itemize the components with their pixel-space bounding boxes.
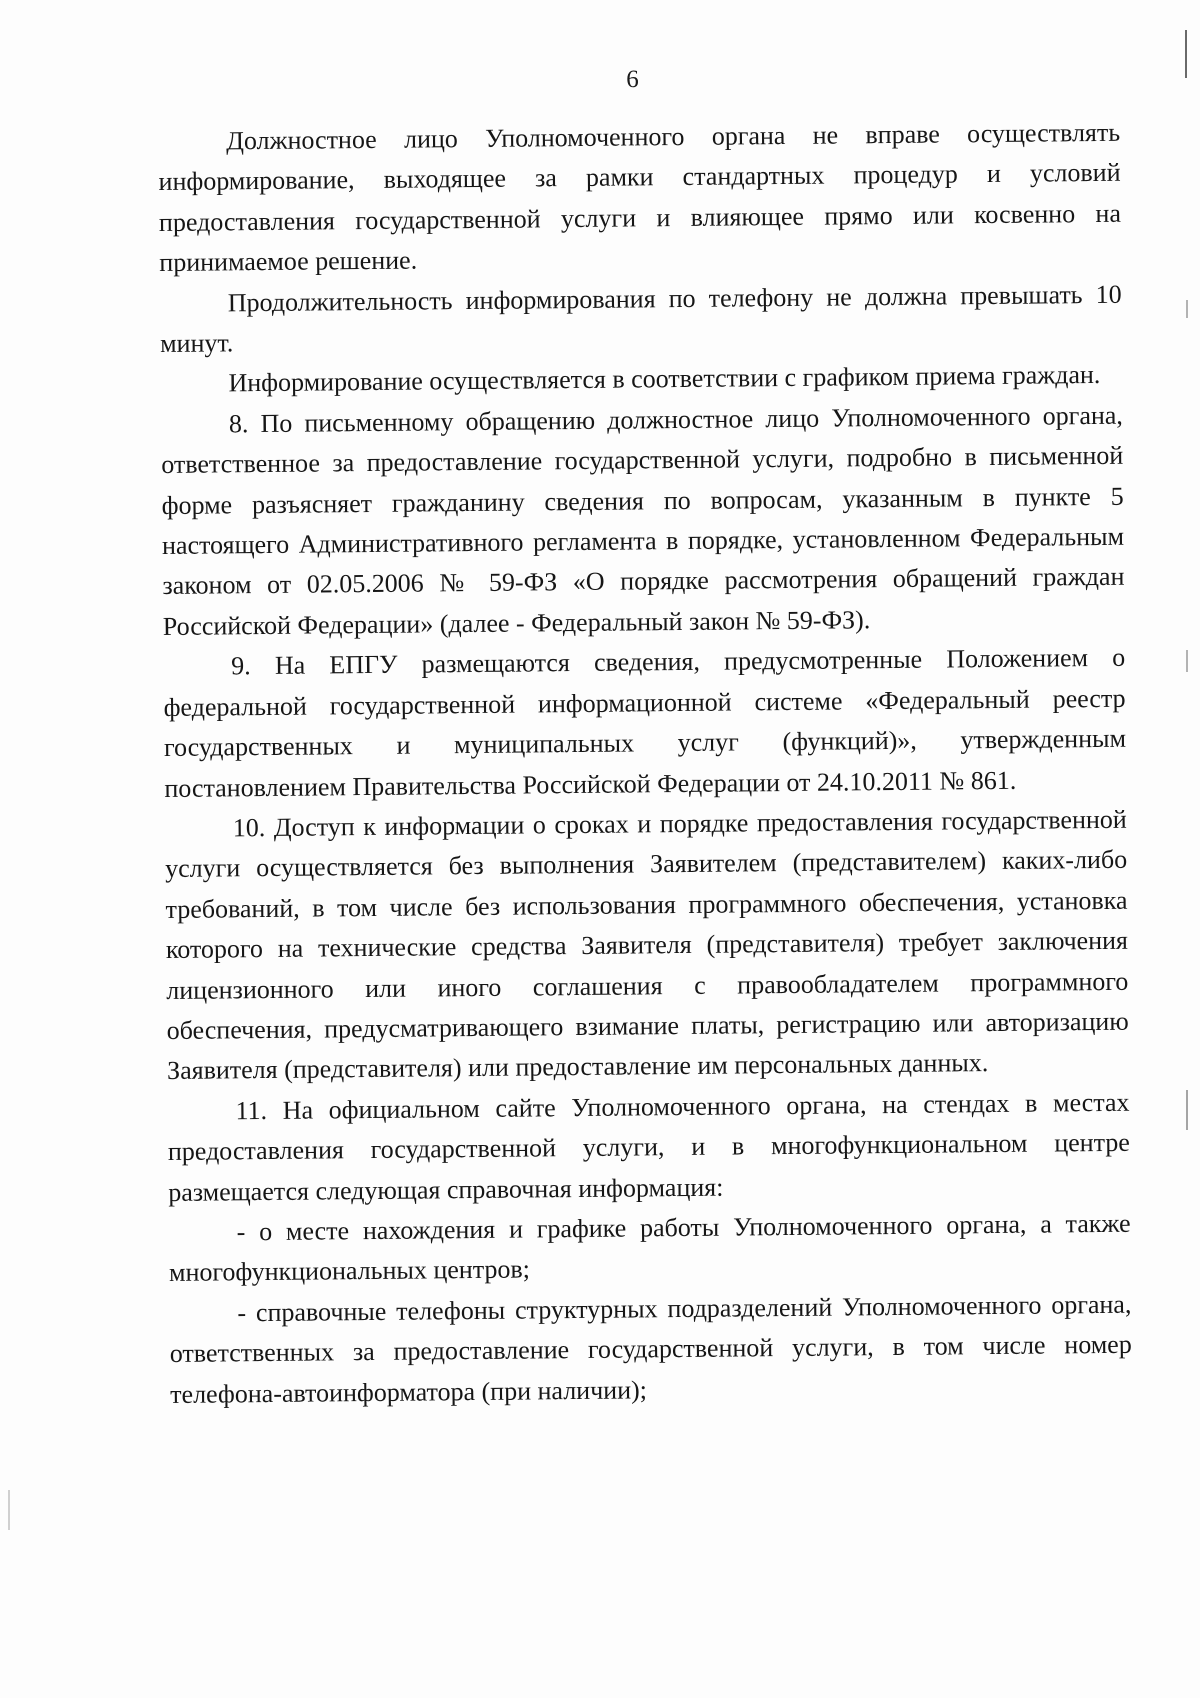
paragraph-item-11: 11. На официальном сайте Уполномоченного органа, на стендах в местах предоставления государственной услуги, и в многофункциональном центре размещается следующая справочная информация: xyxy=(167,1087,1130,1207)
scan-mark xyxy=(1186,1090,1188,1130)
scan-mark xyxy=(8,1490,10,1530)
scan-mark xyxy=(1185,30,1187,78)
list-item-phones: - справочные телефоны структурных подразделений Уполномоченного органа, ответственных за предоставление государственной услуги, в том числе номер телефона-автоинформатора (при наличии); xyxy=(169,1289,1132,1409)
list-item-location: - о месте нахождения и графике работы Уполномоченного органа, а также многофункциональных центров; xyxy=(168,1208,1131,1288)
scan-mark xyxy=(1186,650,1188,672)
paragraph-item-8: 8. По письменному обращению должностное лицо Уполномоченного органа, ответственное за предоставление государственной услуги, подробно в письменной форме разъясняет гражданину сведения по вопросам, указанным в пункте 5 настоящего Административного регламента в порядке, установленном Федеральным законом от 02.05.2006 № 59-ФЗ «О порядке рассмотрения обращений граждан Российской Федерации» (далее - Федеральный закон № 59-ФЗ). xyxy=(161,400,1125,641)
scan-mark xyxy=(1186,300,1188,318)
page-number: 6 xyxy=(626,66,639,93)
paragraph-informing-limits: Должностное лицо Уполномоченного органа не вправе осуществлять информирование, выходящее за рамки стандартных процедур и условий предоставления государственной услуги и влияющее прямо или косвенно на принимаемое решение. xyxy=(158,117,1122,278)
paragraph-item-9: 9. На ЕПГУ размещаются сведения, предусмотренные Положением о федеральной государственной информационной системе «Федеральный реестр государственных и муниципальных услуг (функций)», утвержденным постановлением Правительства Российской Федерации от 24.10.2011 № 861. xyxy=(163,643,1127,803)
paragraph-schedule: Информирование осуществляется в соответствии с графиком приема граждан. xyxy=(228,360,1101,398)
paragraph-phone-duration: Продолжительность информирования по телефону не должна превышать 10 минут. xyxy=(159,279,1122,359)
paragraph-item-10: 10. Доступ к информации о сроках и порядке предоставления государственной услуги осуществляется без выполнения Заявителем (представителем) каких-либо требований, в том числе без использования программного обеспечения, установка которого на технические средства Заявителя (представителя) требует заключения лицензионного или иного соглашения с правообладателем программного обеспечения, предусматривающего взимание платы, регистрацию или авторизацию Заявителя (представителя) или предоставление им персональных данных. xyxy=(165,804,1129,1086)
document-body xyxy=(158,113,1132,1415)
